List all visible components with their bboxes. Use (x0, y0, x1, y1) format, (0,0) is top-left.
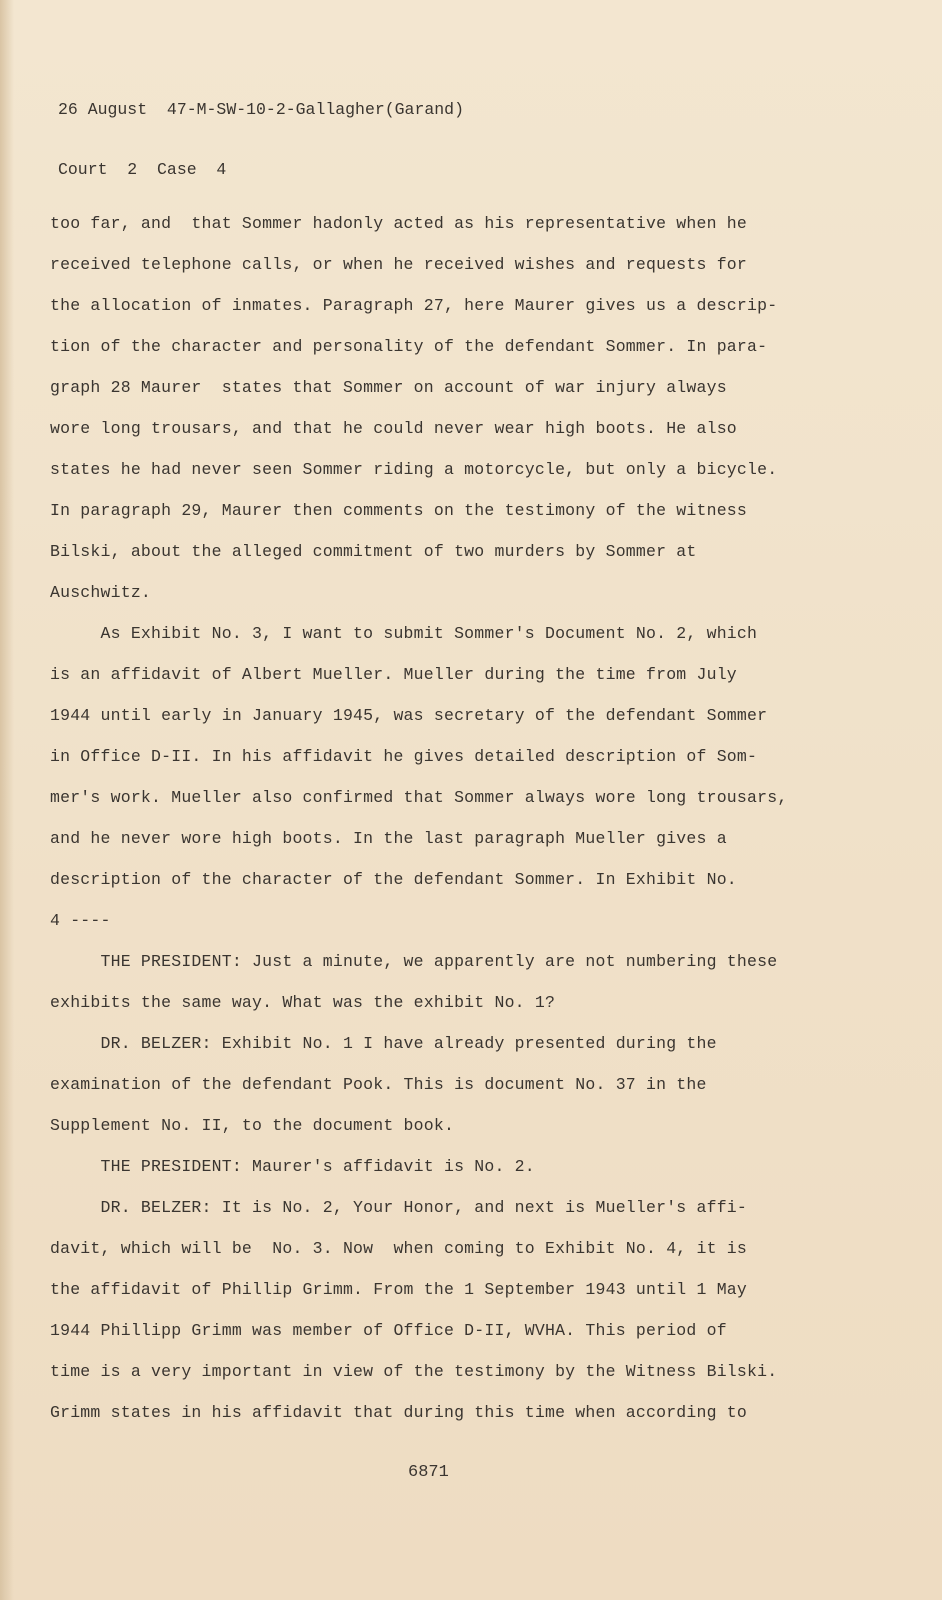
text-line: davit, which will be No. 3. Now when coming to Exhibit No. 4, it is (50, 1239, 748, 1258)
page-number: 6871 (408, 1463, 449, 1482)
text-line: Bilski, about the alleged commitment of two murders by Sommer at (50, 542, 697, 561)
text-line: As Exhibit No. 3, I want to submit Sommer's Document No. 2, which (50, 624, 758, 643)
text-line: examination of the defendant Pook. This is document No. 37 in the (50, 1075, 707, 1094)
text-line: received telephone calls, or when he received wishes and requests for (50, 255, 748, 274)
text-line: the affidavit of Phillip Grimm. From the 1 September 1943 until 1 May (50, 1280, 748, 1299)
text-line: Supplement No. II, to the document book. (50, 1116, 455, 1135)
text-line: time is a very important in view of the testimony by the Witness Bilski. (50, 1362, 778, 1381)
text-line: and he never wore high boots. In the last paragraph Mueller gives a (50, 829, 727, 848)
text-line: states he had never seen Sommer riding a motorcycle, but only a bicycle. (50, 460, 778, 479)
text-line: Grimm states in his affidavit that during this time when according to (50, 1403, 748, 1422)
text-line: is an affidavit of Albert Mueller. Mueller during the time from July (50, 665, 737, 684)
text-line: THE PRESIDENT: Maurer's affidavit is No. 2. (50, 1157, 535, 1176)
text-line: 1944 until early in January 1945, was secretary of the defendant Sommer (50, 706, 768, 725)
text-line: 1944 Phillipp Grimm was member of Office D-II, WVHA. This period of (50, 1321, 727, 1340)
text-line: Auschwitz. (50, 583, 152, 602)
text-line: 4 ---- (50, 911, 111, 930)
text-line: mer's work. Mueller also confirmed that Sommer always wore long trousars, (50, 788, 788, 807)
text-line: the allocation of inmates. Paragraph 27, here Maurer gives us a descrip- (50, 296, 778, 315)
header-line-2: Court 2 Case 4 (58, 160, 227, 179)
text-line: exhibits the same way. What was the exhibit No. 1? (50, 993, 556, 1012)
text-line: wore long trousars, and that he could never wear high boots. He also (50, 419, 737, 438)
text-line: tion of the character and personality of the defendant Sommer. In para- (50, 337, 768, 356)
text-line: in Office D-II. In his affidavit he gives detailed description of Som- (50, 747, 758, 766)
text-line: In paragraph 29, Maurer then comments on the testimony of the witness (50, 501, 748, 520)
document-header (58, 60, 464, 220)
transcript-body (50, 203, 820, 1433)
text-line: description of the character of the defendant Sommer. In Exhibit No. (50, 870, 737, 889)
header-line-1: 26 August 47-M-SW-10-2-Gallagher(Garand) (58, 100, 464, 119)
text-line: THE PRESIDENT: Just a minute, we apparently are not numbering these (50, 952, 778, 971)
text-line: DR. BELZER: Exhibit No. 1 I have already presented during the (50, 1034, 717, 1053)
text-line: too far, and that Sommer hadonly acted as his representative when he (50, 214, 748, 233)
text-line: graph 28 Maurer states that Sommer on account of war injury always (50, 378, 727, 397)
text-line: DR. BELZER: It is No. 2, Your Honor, and next is Mueller's affi- (50, 1198, 748, 1217)
